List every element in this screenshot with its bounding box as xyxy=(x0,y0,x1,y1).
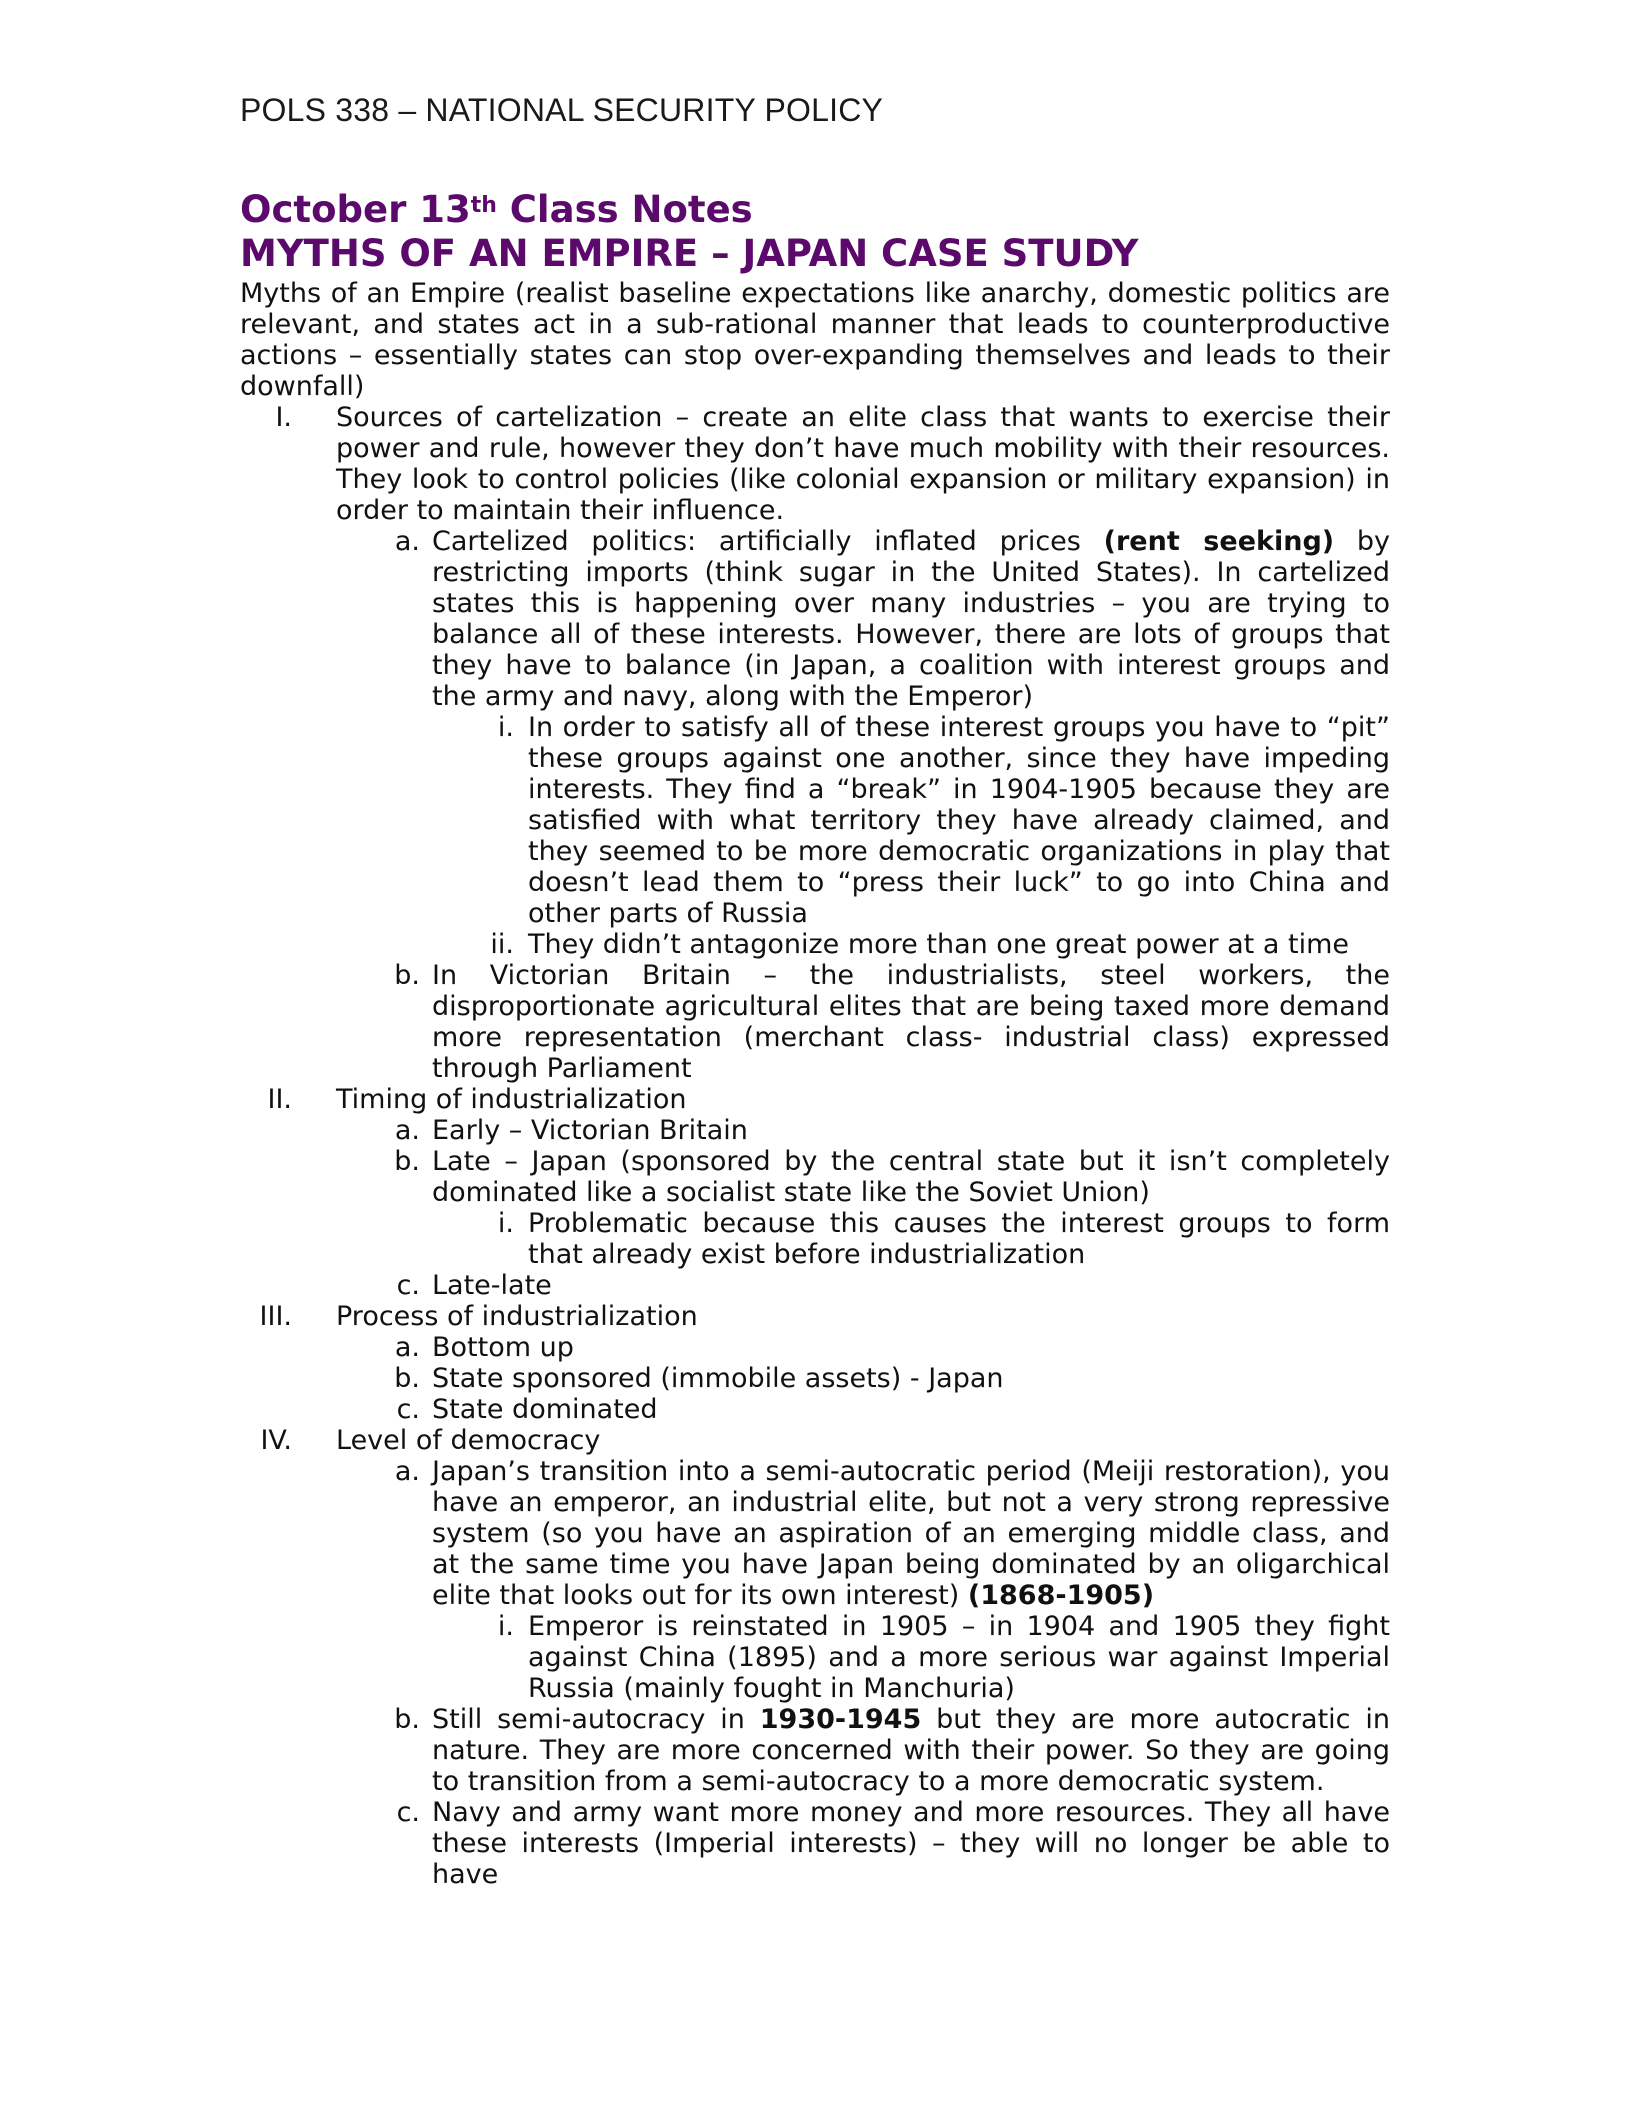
bold-term: 1930-1945 xyxy=(759,1704,922,1735)
outline-text: Level of democracy xyxy=(336,1425,601,1456)
class-notes-title: October 13th Class Notes xyxy=(240,188,753,231)
outline-text: In order to satisfy all of these interest groups you have to “pit” these groups against one another, since they have impeding interests. They find a “break” in 1904-1905 because they are satisfied with what territory they have already claimed, and they seemed to be more democratic organizations in play that doesn’t lead them to “press their luck” to go into China and other parts of Russia xyxy=(528,712,1390,929)
outline-marker: a. xyxy=(394,1115,420,1146)
bold-term: (1868-1905) xyxy=(967,1580,1155,1611)
outline-item-1a: a. Cartelized politics: artificially inflated prices (rent seeking) by restricting imports (think sugar in the United States). In cartelized states this is happening over many industries – you are trying to balance all of these interests. However, there are lots of groups that they have to balance (in Japan, a coalition with interest groups and the army and navy, along with the Emperor) xyxy=(240,526,1390,712)
outline-text: State dominated xyxy=(432,1394,658,1425)
outline-item-4c xyxy=(240,1797,1390,1890)
outline-marker: II. xyxy=(267,1084,292,1115)
outline-text: Early – Victorian Britain xyxy=(432,1115,748,1146)
course-header: POLS 338 – NATIONAL SECURITY POLICY xyxy=(240,92,884,128)
outline-item-1 xyxy=(240,402,1390,526)
outline-item-4 xyxy=(240,1425,1390,1456)
outline-marker: c. xyxy=(396,1394,420,1425)
outline-marker: III. xyxy=(259,1301,292,1332)
outline-marker: a. xyxy=(394,1456,420,1487)
outline-text: Problematic because this causes the interest groups to form that already exist before industrialization xyxy=(528,1208,1390,1270)
outline-marker: a. xyxy=(394,1332,420,1363)
outline-marker: b. xyxy=(394,1363,420,1394)
outline-item-1a-ii xyxy=(240,929,1390,960)
outline-item-2b xyxy=(240,1146,1390,1208)
outline-text: Bottom up xyxy=(432,1332,574,1363)
outline-item-3b xyxy=(240,1363,1390,1394)
outline-marker: c. xyxy=(396,1797,420,1828)
outline-marker: b. xyxy=(394,960,420,991)
outline-marker: b. xyxy=(394,1704,420,1735)
outline-item-4b: b. Still semi-autocracy in 1930-1945 but they are more autocratic in nature. They are more concerned with their power. So they are going to transition from a semi-autocracy to a more democratic system. xyxy=(240,1704,1390,1797)
outline-marker: i. xyxy=(497,1208,514,1239)
outline-marker: a. xyxy=(394,526,420,557)
outline-item-2b-i xyxy=(240,1208,1390,1270)
outline-text: Timing of industrialization xyxy=(336,1084,687,1115)
outline-item-1b xyxy=(240,960,1390,1084)
outline-marker: b. xyxy=(394,1146,420,1177)
intro-paragraph: Myths of an Empire (realist baseline expectations like anarchy, domestic politics are relevant, and states act in a sub-rational manner that leads to counterproductive actions – essentially states can stop over-expanding themselves and leads to their downfall) xyxy=(240,278,1390,402)
outline-item-3 xyxy=(240,1301,1390,1332)
outline-item-3a xyxy=(240,1332,1390,1363)
outline-text: State sponsored (immobile assets) - Japan xyxy=(432,1363,1004,1394)
notes-body xyxy=(240,278,1390,1890)
outline-marker: c. xyxy=(396,1270,420,1301)
outline-marker: IV. xyxy=(260,1425,292,1456)
outline-item-2a xyxy=(240,1115,1390,1146)
outline-text: Process of industrialization xyxy=(336,1301,698,1332)
title-block xyxy=(240,188,1390,276)
outline-marker: i. xyxy=(497,1611,514,1642)
outline-text: Late-late xyxy=(432,1270,552,1301)
outline-item-2c xyxy=(240,1270,1390,1301)
outline-text: Navy and army want more money and more resources. They all have these interests (Imperial interests) – they will no longer be able to have xyxy=(432,1797,1390,1890)
outline-item-4a: a. Japan’s transition into a semi-autocratic period (Meiji restoration), you have an emperor, an industrial elite, but not a very strong repressive system (so you have an aspiration of an emerging middle class, and at the same time you have Japan being dominated by an oligarchical elite that looks out for its own interest) (1868-1905) xyxy=(240,1456,1390,1611)
outline-marker: ii. xyxy=(490,929,514,960)
outline-item-2 xyxy=(240,1084,1390,1115)
bold-term: (rent seeking) xyxy=(1103,526,1335,557)
outline-marker: i. xyxy=(497,712,514,743)
outline-text: Late – Japan (sponsored by the central state but it isn’t completely dominated like a socialist state like the Soviet Union) xyxy=(432,1146,1390,1208)
outline-text: Sources of cartelization – create an elite class that wants to exercise their power and rule, however they don’t have much mobility with their resources. They look to control policies (like colonial expansion or military expansion) in order to maintain their influence. xyxy=(336,402,1390,526)
outline-item-3c xyxy=(240,1394,1390,1425)
outline-item-4a-i xyxy=(240,1611,1390,1704)
outline-marker: I. xyxy=(275,402,292,433)
outline-text: They didn’t antagonize more than one great power at a time xyxy=(528,929,1349,960)
outline-text: In Victorian Britain – the industrialists, steel workers, the disproportionate agricultural elites that are being taxed more demand more representation (merchant class- industrial class) expressed through Parliament xyxy=(432,960,1390,1084)
case-study-title: MYTHS OF AN EMPIRE – JAPAN CASE STUDY xyxy=(240,232,1139,275)
outline-item-1a-i xyxy=(240,712,1390,929)
outline-text: Emperor is reinstated in 1905 – in 1904 and 1905 they fight against China (1895) and a more serious war against Imperial Russia (mainly fought in Manchuria) xyxy=(528,1611,1390,1704)
